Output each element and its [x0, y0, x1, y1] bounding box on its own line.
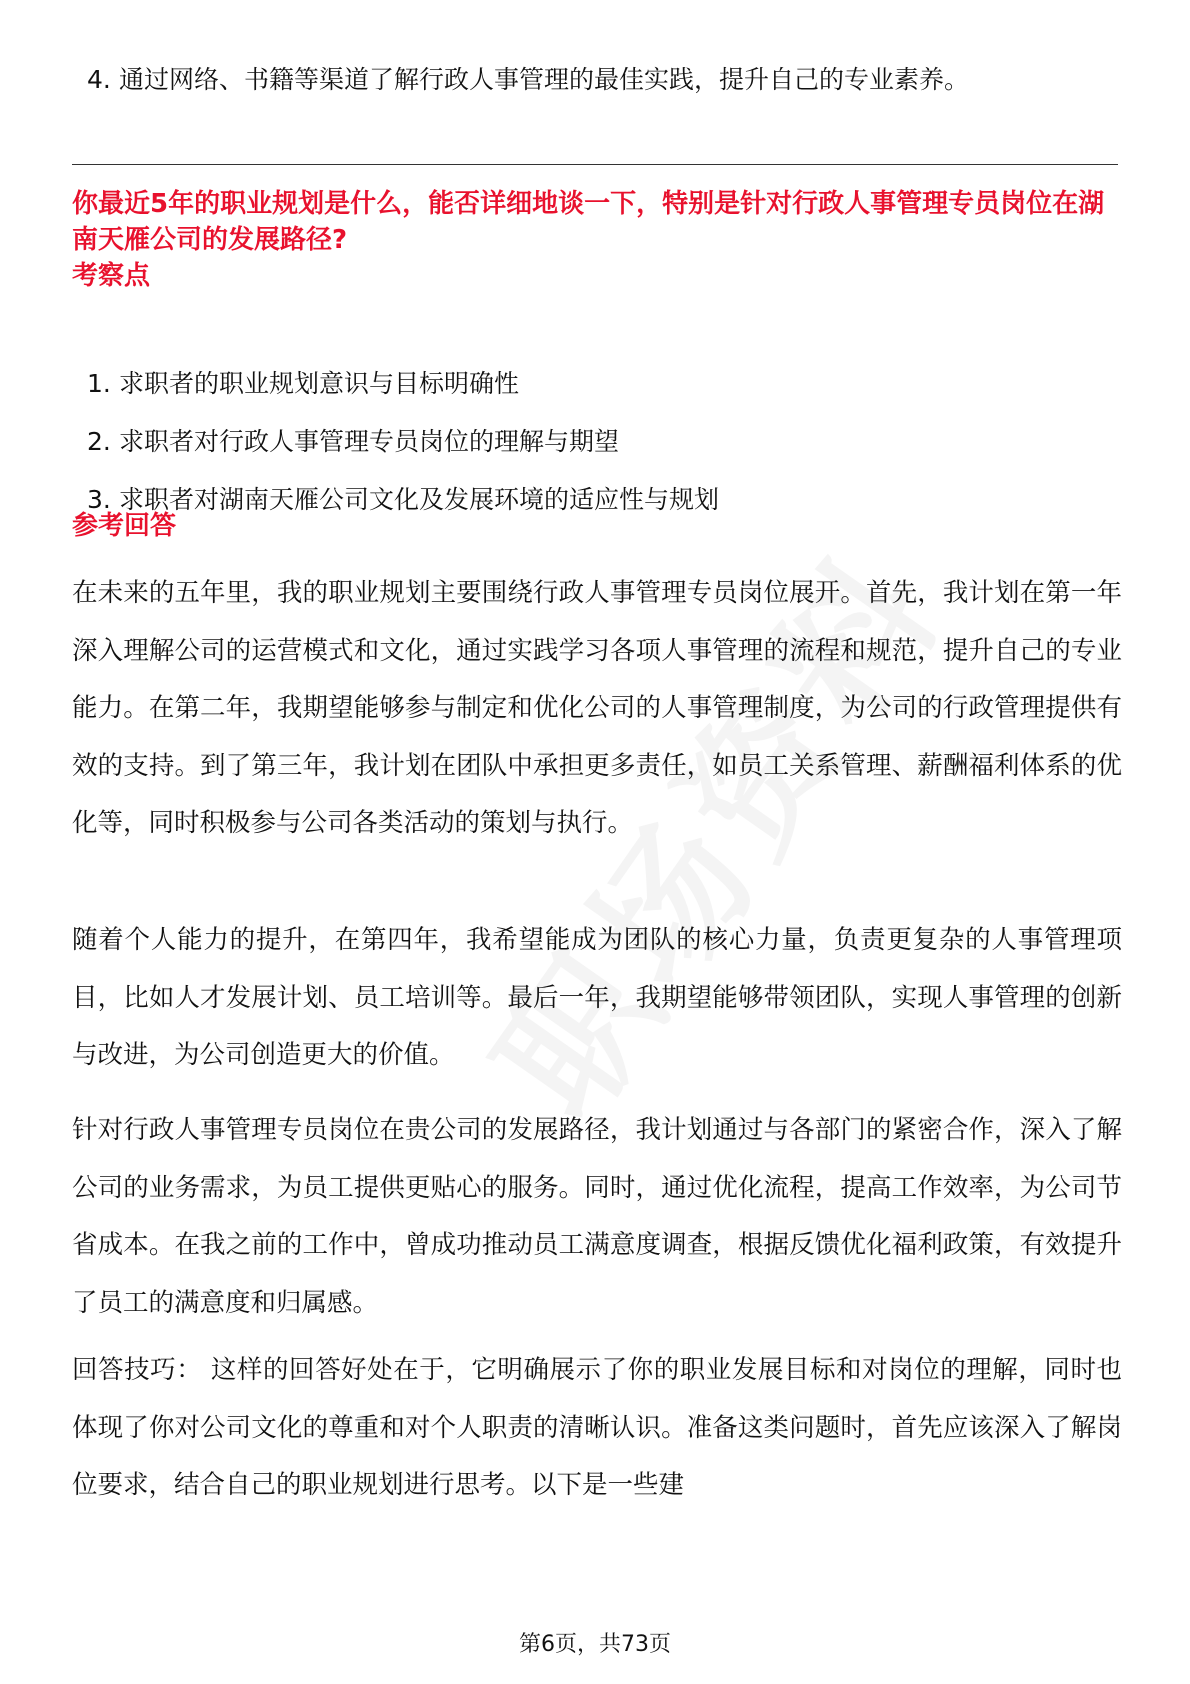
- list-item-text: 求职者对行政人事管理专员岗位的理解与期望: [119, 427, 620, 456]
- reference-answer-heading: 参考回答: [72, 511, 177, 541]
- exam-points-heading: 考察点: [72, 261, 151, 291]
- list-item-text: 通过网络、书籍等渠道了解行政人事管理的最佳实践，提升自己的专业素养。: [119, 65, 970, 94]
- list-item-text: 求职者的职业规划意识与目标明确性: [119, 369, 520, 398]
- exam-point-item: [87, 471, 1117, 529]
- list-number: 3.: [87, 485, 111, 514]
- list-number: 2.: [87, 427, 111, 456]
- page-number-footer: 第6页，共73页: [519, 1632, 671, 1657]
- exam-point-item: [87, 413, 1117, 471]
- list-item-text: 求职者对湖南天雁公司文化及发展环境的适应性与规划: [119, 485, 720, 514]
- question-heading: 你最近5年的职业规划是什么，能否详细地谈一下，特别是针对行政人事管理专员岗位在湖南天雁公司的发展路径?: [72, 189, 1105, 255]
- answer-paragraph: 随着个人能力的提升，在第四年，我希望能成为团队的核心力量，负责更复杂的人事管理项目，比如人才发展计划、员工培训等。最后一年，我期望能够带领团队，实现人事管理的创新与改进，为公司创造更大的价值。: [72, 925, 1122, 1070]
- exam-point-item: [87, 355, 1117, 413]
- exam-points-list: [87, 355, 1117, 529]
- previous-list-item: [87, 62, 1127, 98]
- answer-paragraph: 针对行政人事管理专员岗位在贵公司的发展路径，我计划通过与各部门的紧密合作，深入了解公司的业务需求，为员工提供更贴心的服务。同时，通过优化流程，提高工作效率，为公司节省成本。在我之前的工作中，曾成功推动员工满意度调查，根据反馈优化福利政策，有效提升了员工的满意度和归属感。: [72, 1115, 1122, 1318]
- section-divider: [72, 164, 1118, 165]
- list-number: 4.: [87, 65, 111, 94]
- answer-paragraph: 在未来的五年里，我的职业规划主要围绕行政人事管理专员岗位展开。首先，我计划在第一年深入理解公司的运营模式和文化，通过实践学习各项人事管理的流程和规范，提升自己的专业能力。在第二年，我期望能够参与制定和优化公司的人事管理制度，为公司的行政管理提供有效的支持。到了第三年，我计划在团队中承担更多责任，如员工关系管理、薪酬福利体系的优化等，同时积极参与公司各类活动的策划与执行。: [72, 578, 1122, 838]
- list-number: 1.: [87, 369, 111, 398]
- answer-tips-paragraph: 回答技巧： 这样的回答好处在于，它明确展示了你的职业发展目标和对岗位的理解，同时也体现了你对公司文化的尊重和对个人职责的清晰认识。准备这类问题时，首先应该深入了解岗位要求，结合自己的职业规划进行思考。以下是一些建: [72, 1355, 1122, 1500]
